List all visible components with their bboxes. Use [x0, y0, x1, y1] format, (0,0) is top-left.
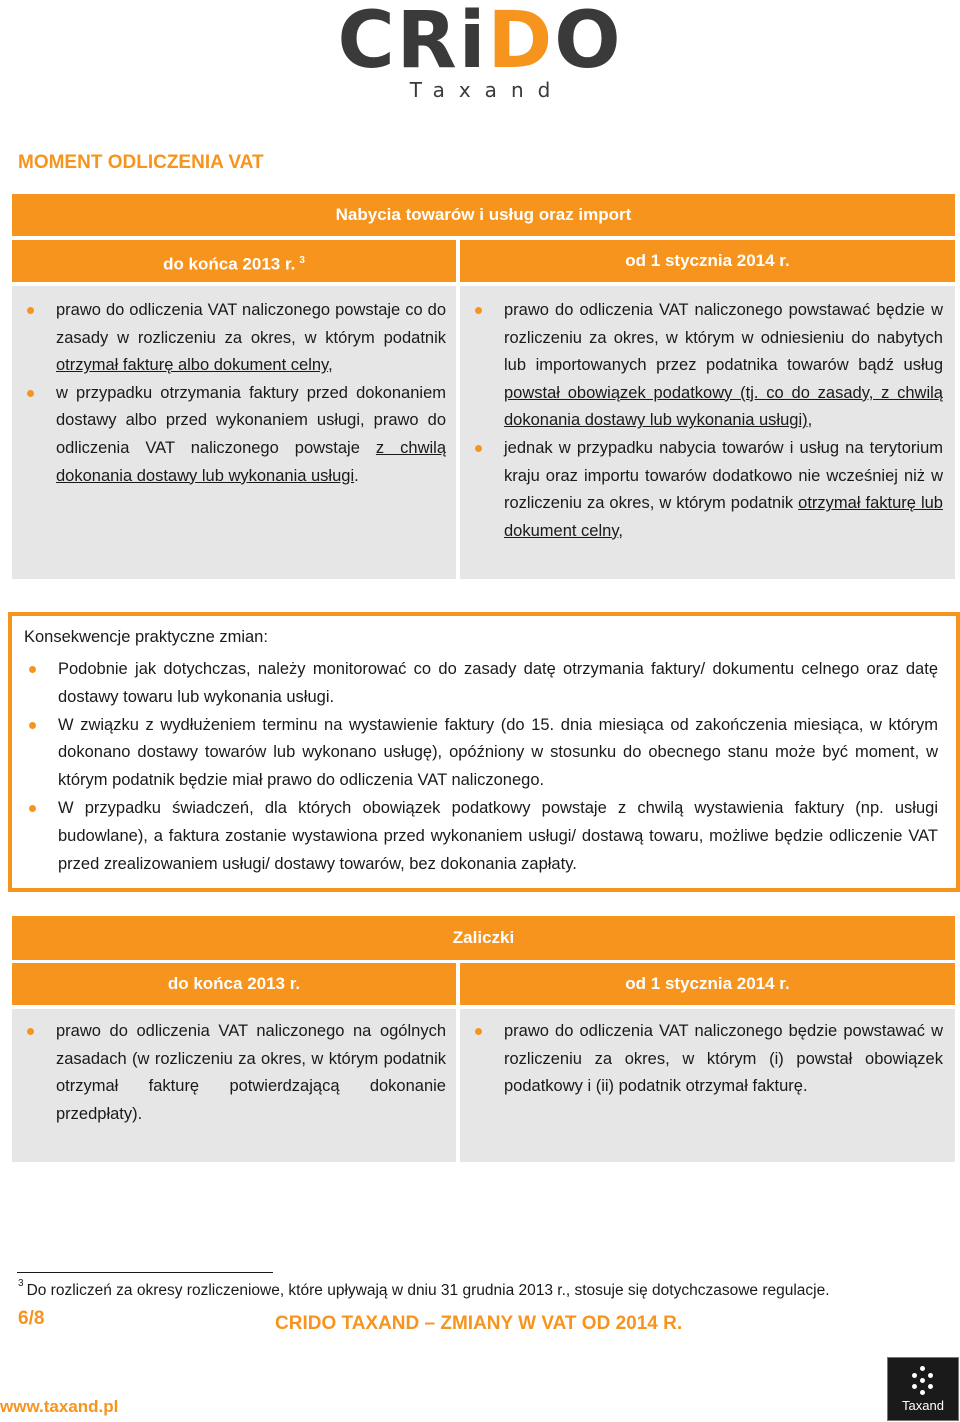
website-link[interactable]: www.taxand.pl — [0, 1397, 119, 1416]
table2-left-header: do końca 2013 r. — [12, 963, 456, 1005]
list-item: prawo do odliczenia VAT naliczonego na ogólnych zasadach (w rozliczeniu za okres, w którym podatnik otrzymał fakturę potwierdzającą dokonanie przedpłaty). — [12, 1018, 446, 1128]
taxand-badge-text: Taxand — [902, 1398, 944, 1413]
list-item: W związku z wydłużeniem terminu na wystawienie faktury (do 15. dnia miesiąca od zakończenia miesiąca, w którym dokonano dostawy towarów lub wykonano usługę), opóźniony w stosunku do obecnego stanu może być moment, w którym podatnik będzie miał prawo do odliczenia VAT naliczonego. — [12, 712, 938, 795]
taxand-dots-icon — [910, 1366, 936, 1396]
table1-title-band — [12, 194, 955, 236]
table2-left-list — [12, 1018, 446, 1128]
consequences-box — [8, 612, 960, 892]
footnote-mark: 3 — [18, 1278, 24, 1289]
list-item: w przypadku otrzymania faktury przed dokonaniem dostawy albo przed wykonaniem usługi, prawo do odliczenia VAT naliczonego powstaje z chwilą dokonania dostawy lub wykonania usługi. — [12, 380, 446, 490]
list-item: Podobnie jak dotychczas, należy monitorować co do zasady datę otrzymania faktury/ dokumentu celnego oraz datę dostawy towaru lub wykonania usługi. — [12, 656, 938, 712]
logo-subtitle: Taxand — [409, 78, 565, 102]
consequences-title: Konsekwencje praktyczne zmian: — [24, 628, 268, 646]
table2-title-band — [12, 916, 955, 960]
footnote — [18, 1278, 830, 1300]
table1-right-header: od 1 stycznia 2014 r. — [460, 240, 955, 282]
footnote-text: Do rozliczeń za okresy rozliczeniowe, które upływają w dniu 31 grudnia 2013 r., stosuje się dotychczasowe regulacje. — [26, 1282, 830, 1299]
list-item: W przypadku świadczeń, dla których obowiązek podatkowy powstaje z chwilą wystawienia faktury (np. usługi budowlane), a faktura zostanie wystawiona przed wykonaniem usługi/ dostawą towaru, możliwe będzie odliczenie VAT przed zrealizowaniem usługi/ dostawy towarów, bez dokonania zapłaty. — [12, 795, 938, 878]
list-item: prawo do odliczenia VAT naliczonego powstawać będzie w rozliczeniu za okres, w którym w odniesieniu do nabytych lub importowanych przez podatnika towarów bądź usług powstał obowiązek podatkowy (tj. co do zasady, z chwilą dokonania dostawy lub wykonania usługi), — [460, 297, 943, 435]
table2-right-list — [460, 1018, 943, 1101]
table1-right-list — [460, 297, 943, 545]
table1-left-header: do końca 2013 r. $^3$ — [12, 240, 456, 282]
section-title: MOMENT ODLICZENIA VAT — [18, 152, 264, 173]
table1-title: Nabycia towarów i usług oraz import — [335, 205, 632, 224]
footer-title: CRIDO TAXAND – ZMIANY W VAT OD 2014 R. — [275, 1313, 683, 1334]
footnote-ref: 3 — [299, 255, 305, 266]
table1-left-list — [12, 297, 446, 490]
list-item: prawo do odliczenia VAT naliczonego powstaje co do zasady w rozliczeniu za okres, w którym podatnik otrzymał fakturę albo dokument celny, — [12, 297, 446, 380]
list-item: prawo do odliczenia VAT naliczonego będzie powstawać w rozliczeniu za okres, w którym (i) powstał obowiązek podatkowy i (ii) podatnik otrzymał fakturę. — [460, 1018, 943, 1101]
list-item: jednak w przypadku nabycia towarów i usług na terytorium kraju oraz importu towarów dodatkowo nie wcześniej niż w rozliczeniu za okres, w którym podatnik otrzymał fakturę lub dokument celny, — [460, 435, 943, 545]
crido-logo: CRiDO Taxand — [0, 0, 960, 100]
table2-title: Zaliczki — [452, 928, 515, 947]
page-number: 6/8 — [18, 1308, 45, 1329]
footnote-divider — [17, 1272, 273, 1273]
table2-right-header: od 1 stycznia 2014 r. — [460, 963, 955, 1005]
taxand-logo — [888, 1358, 958, 1420]
